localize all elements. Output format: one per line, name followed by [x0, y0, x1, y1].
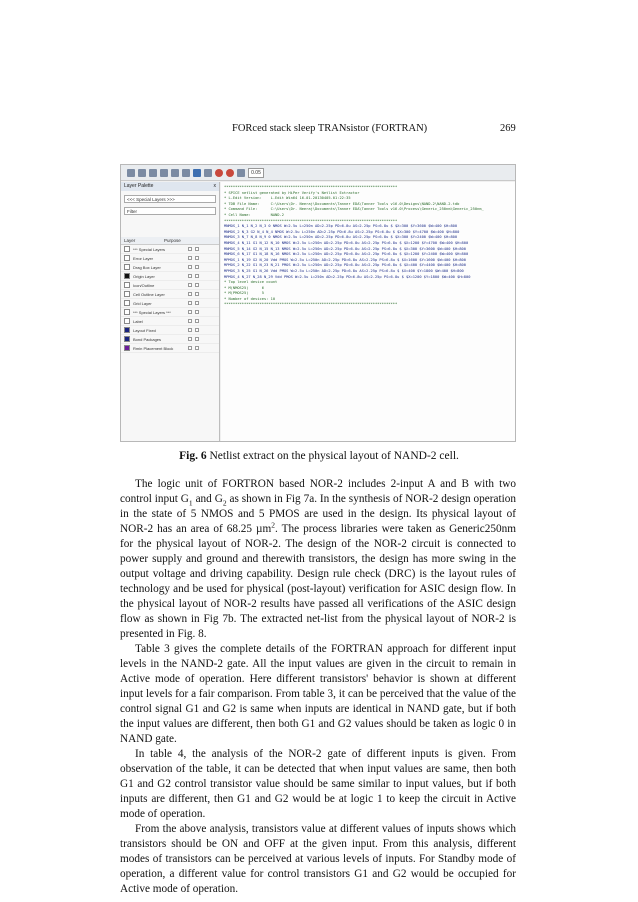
toolbar-layer-icon[interactable]	[193, 169, 201, 177]
toolbar-cut-icon[interactable]	[149, 169, 157, 177]
netlist-line: * Command File: C:\Users\Dr. Neeraj\Documents\Tanner EDA\Tanner Tools v16.0\Process\Generic_250nm\Generic_250nm_	[224, 207, 484, 212]
layer-visible-checkbox[interactable]	[188, 346, 192, 350]
layer-lock-checkbox[interactable]	[195, 301, 199, 305]
layer-row[interactable]	[121, 326, 219, 335]
paragraph-1-part-d: . The process libraries were taken as Generic250nm for the physical layout of NOR-2. The design of the NOR-2 circuit is connected to power supply and ground and therewith transistors, the design has more swing in the output voltage and driving capability. Design rule check (DRC) is the layout rules of technology and be used for physical (post-layout) verification for ASIC design flow. In the physical layout of NOR-2 results have passed all verifications of the ASIC design flow as shown in Fig 7b. The extracted net-list from the physical layout of NOR-2 is presented in Fig. 8.	[120, 523, 517, 640]
layer-row[interactable]	[121, 281, 219, 290]
subscript-g1: 1	[188, 498, 193, 508]
toolbar-zoom-icon[interactable]	[237, 169, 245, 177]
netlist-line: MPMOS_2 N_22 G1 N_23 N_21 PMOS W=2.5u L=250n AD=2.25p PD=6.8u AS=2.25p PS=6.8u $ $X=400 $Y=4400 $W=400 $H=800	[224, 263, 466, 268]
layer-palette-title: Layer Palette	[124, 183, 154, 189]
layer-lock-checkbox[interactable]	[195, 337, 199, 341]
netlist-line: ******************************************************************************	[224, 218, 398, 223]
toolbar-arrow-icon[interactable]	[127, 169, 135, 177]
netlist-line: MNMOS_2 N_3 G2 N_4 N_4 NMOS W=2.5u L=250n AD=2.25p PD=6.8u AS=2.25p PS=6.8u $ $X=300 $Y=4700 $W=400 $H=800	[224, 229, 460, 234]
layer-color-swatch	[124, 336, 130, 342]
netlist-line: * SPICE netlist generated by HiPer Verify's Netlist Extractor	[224, 190, 360, 195]
paragraph-4: From the above analysis, transistors value at different values of inputs shows which transistors should be ON and OFF at the given input. From this analysis, different modes of transistors can be perceived at various levels of inputs. For Standby mode of operation, a different value for control transistors G1 and G2 would be occupied for Active mode of operation.	[120, 823, 516, 895]
layer-row[interactable]	[121, 308, 219, 317]
layer-name: Layout Fixed	[133, 327, 156, 333]
layer-row[interactable]	[121, 317, 219, 326]
column-layer: Layer	[124, 238, 136, 243]
netlist-line: * Cell Name: NAND-2	[224, 212, 284, 217]
zoom-field[interactable]: 0.05	[248, 168, 264, 178]
layer-lock-checkbox[interactable]	[195, 292, 199, 296]
editor-toolbar	[121, 165, 515, 181]
layer-name: Error Layer	[133, 255, 154, 261]
netlist-line: MNMOS_4 N_11 G1 N_12 N_10 NMOS W=2.5u L=250n AD=2.25p PD=6.8u AS=2.25p PS=6.8u $ $X=1200 $Y=4700 $W=400 $H=800	[224, 240, 469, 245]
layer-columns	[121, 237, 219, 245]
netlist-line: * M(PMOS25) 5	[224, 291, 264, 296]
layer-lock-checkbox[interactable]	[195, 319, 199, 323]
paragraph-3: In table 4, the analysis of the NOR-2 gate of different inputs is given. From observation of the table, it can be detected that when input values are same, then both G1 and G2 control transistor value should be same similar to input values, but if both inputs are different, then G1 and G2 would be at logic 1 to keep the circuit in Active mode of operation.	[120, 748, 516, 820]
layer-lock-checkbox[interactable]	[195, 247, 199, 251]
toolbar-text-icon[interactable]	[182, 169, 190, 177]
toolbar-drc-icon[interactable]	[226, 169, 234, 177]
toolbar-grid-icon[interactable]	[160, 169, 168, 177]
paragraph-1-part-a: The logic unit of FORTRON based NOR-2 includes 2-input A and B with two control input G	[120, 478, 516, 505]
layer-visible-checkbox[interactable]	[188, 265, 192, 269]
layer-visible-checkbox[interactable]	[188, 274, 192, 278]
layer-color-swatch	[124, 264, 130, 270]
layer-visible-checkbox[interactable]	[188, 310, 192, 314]
figure-caption	[0, 450, 638, 462]
layer-visible-checkbox[interactable]	[188, 247, 192, 251]
paragraph-1-part-b: and G	[192, 493, 223, 505]
netlist-line: ******************************************************************************	[224, 302, 398, 307]
netlist-line: * M(NMOS25) 6	[224, 285, 264, 290]
layer-row[interactable]	[121, 344, 219, 353]
layer-color-swatch	[124, 309, 130, 315]
layer-row[interactable]	[121, 245, 219, 254]
layer-visible-checkbox[interactable]	[188, 292, 192, 296]
netlist-line: * Number of devices: 10	[224, 296, 276, 301]
netlist-line: * Top level device count	[224, 280, 278, 285]
layer-name: Bond Packages	[133, 336, 162, 342]
layer-color-swatch	[124, 282, 130, 288]
layer-visible-checkbox[interactable]	[188, 256, 192, 260]
layer-name: *** Special Layers	[133, 246, 166, 252]
layer-name: Label	[133, 318, 143, 324]
toolbar-stop-icon[interactable]	[215, 169, 223, 177]
figure-caption-text: Netlist extract on the physical layout of NAND-2 cell.	[206, 450, 459, 462]
layer-lock-checkbox[interactable]	[195, 310, 199, 314]
layer-name: *** Special Layers ***	[133, 309, 171, 315]
layer-lock-checkbox[interactable]	[195, 274, 199, 278]
layer-filter-select[interactable]: Filter	[124, 207, 216, 215]
layer-color-swatch	[124, 246, 130, 252]
layer-palette	[121, 182, 220, 442]
paragraph-1-part-c: as shown in Fig 7a. In the synthesis of NOR-2 design operation in the state of 5 NMOS and 5 PMOS are used in the design. Its physical layout of NOR-2 has an area of 68.25 µm	[120, 493, 516, 535]
toolbar-box-icon[interactable]	[204, 169, 212, 177]
layer-color-swatch	[124, 255, 130, 261]
layer-row[interactable]	[121, 263, 219, 272]
layer-filter-dropdown[interactable]: <<< Special Layers >>>	[124, 195, 216, 203]
layer-lock-checkbox[interactable]	[195, 256, 199, 260]
layer-row[interactable]	[121, 335, 219, 344]
netlist-line: MPMOS_4 N_27 N_28 N_29 Vdd PMOS W=2.5u L=250n AD=2.25p PD=6.8u AS=2.25p PS=6.8u $ $X=1200 $Y=1800 $W=400 $H=800	[224, 274, 471, 279]
paragraph-1	[120, 477, 516, 642]
netlist-line: MNMOS_1 N_1 N_2 N_3 0 NMOS W=2.5u L=250n AD=2.25p PD=6.8u AS=2.25p PS=6.8u $ $X=300 $Y=3600 $W=400 $H=800	[224, 224, 458, 229]
netlist-text	[221, 182, 516, 442]
layer-name: Origin Layer	[133, 273, 155, 279]
layer-color-swatch	[124, 300, 130, 306]
superscript-area: 2	[271, 520, 276, 530]
layer-visible-checkbox[interactable]	[188, 319, 192, 323]
netlist-line: MPMOS_3 N_25 G1 N_26 Vdd PMOS W=2.5u L=250n AD=2.25p PD=6.8u AS=2.25p PS=6.8u $ $X=400 $Y=1800 $W=400 $H=800	[224, 268, 464, 273]
figure-screenshot	[120, 164, 516, 442]
toolbar-pointer-icon[interactable]	[138, 169, 146, 177]
layer-list	[121, 245, 219, 353]
running-header	[0, 123, 638, 137]
layer-color-swatch	[124, 291, 130, 297]
column-purpose: Purpose	[164, 238, 181, 243]
layer-lock-checkbox[interactable]	[195, 328, 199, 332]
layer-color-swatch	[124, 318, 130, 324]
netlist-line: MNMOS_5 N_14 G2 N_15 N_13 NMOS W=2.5u L=250n AD=2.25p PD=6.8u AS=2.25p PS=6.8u $ $X=300 $Y=3600 $W=400 $H=800	[224, 246, 466, 251]
layer-color-swatch	[124, 327, 130, 333]
netlist-line: MNMOS_6 N_17 G1 N_18 N_16 NMOS W=2.5u L=250n AD=2.25p PD=6.8u AS=2.25p PS=6.8u $ $X=1200 $Y=2400 $W=400 $H=800	[224, 252, 469, 257]
running-title: FORced stack sleep TRANsistor (FORTRAN)	[232, 123, 428, 134]
netlist-line: * TDB File Name: C:\Users\Dr. Neeraj\Documents\Tanner EDA\Tanner Tools v16.0\Designs\NAND-2\NAND-2.tdb	[224, 201, 460, 206]
figure-label: Fig. 6	[179, 450, 207, 462]
layer-name: Rmin Placement Block	[133, 345, 174, 351]
layer-lock-checkbox[interactable]	[195, 283, 199, 287]
layer-name: Cell Outline Layer	[133, 291, 165, 297]
layer-visible-checkbox[interactable]	[188, 328, 192, 332]
layer-row[interactable]	[121, 290, 219, 299]
layer-row[interactable]	[121, 299, 219, 308]
close-icon[interactable]: x	[213, 183, 216, 189]
paragraph-2: Table 3 gives the complete details of the FORTRAN approach for different input levels in the NAND-2 gate. All the input values are given in the circuit to remain in Active mode of operation. Here different transistors' behavior is shown at different input levels for a fair comparison. From table 3, it can be perceived that the value of the control signal G1 and G2 is same when inputs are identical in NAND gate, but if both the input values are different, then both G1 and G2 values should be taken as logic 0 in NAND gate.	[120, 643, 516, 745]
layer-lock-checkbox[interactable]	[195, 346, 199, 350]
netlist-line: ******************************************************************************	[224, 185, 398, 189]
layer-name: Icon/Outline	[133, 282, 155, 288]
layer-color-swatch	[124, 273, 130, 279]
layer-visible-checkbox[interactable]	[188, 301, 192, 305]
body-text	[120, 477, 516, 897]
layer-lock-checkbox[interactable]	[195, 265, 199, 269]
layer-name: Grid Layer	[133, 300, 152, 306]
layer-name: Drag Box Layer	[133, 264, 161, 270]
subscript-g2: 2	[222, 498, 227, 508]
page-number: 269	[500, 123, 516, 134]
layer-palette-header	[121, 182, 219, 191]
toolbar-ruler-icon[interactable]	[171, 169, 179, 177]
layer-row[interactable]	[121, 272, 219, 281]
layer-visible-checkbox[interactable]	[188, 337, 192, 341]
netlist-line: * L-Edit Version: L-Edit Win64 16.01.20130405.01:22:35	[224, 196, 351, 201]
layer-color-swatch	[124, 345, 130, 351]
layer-row[interactable]	[121, 254, 219, 263]
layer-visible-checkbox[interactable]	[188, 283, 192, 287]
netlist-line: MPMOS_1 N_19 G2 N_20 Vdd PMOS W=2.5u L=250n AD=2.25p PD=6.8u AS=2.25p PS=6.8u $ $X=1600 $Y=1600 $W=400 $H=800	[224, 257, 466, 262]
netlist-line: MNMOS_3 N_7 N_8 N_9 0 NMOS W=2.5u L=250n AD=2.25p PD=6.8u AS=2.25p PS=6.8u $ $X=300 $Y=2400 $W=400 $H=800	[224, 235, 458, 240]
